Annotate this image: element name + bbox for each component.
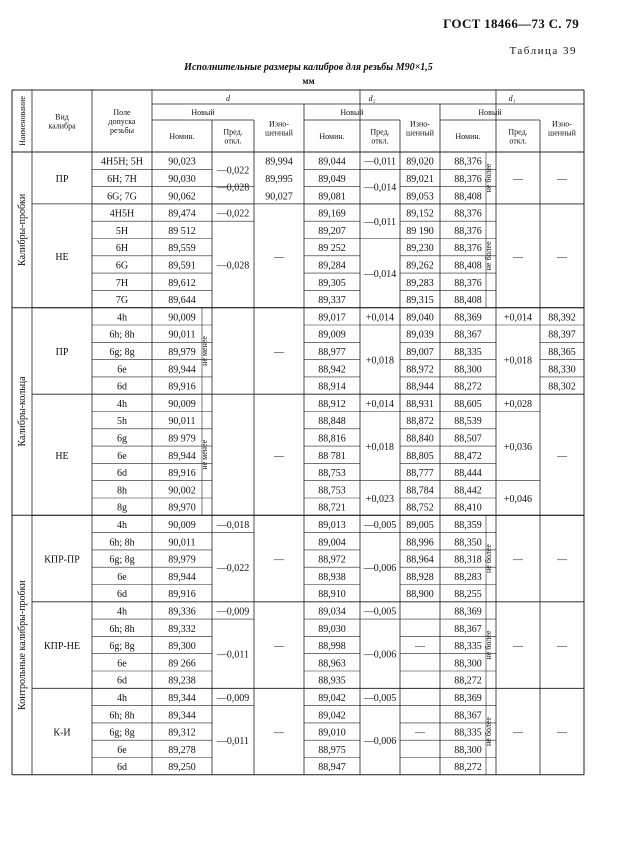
d2-izn-cell: 88,928 [406, 571, 434, 583]
d2-nomin-cell: 89,207 [318, 225, 346, 237]
d-pred-cell: —0,022 [216, 165, 250, 177]
pole-cell: 4h [117, 519, 127, 531]
d2-nomin-cell: 88,721 [318, 502, 346, 514]
d2-izn-cell: — [415, 641, 425, 653]
d2-nomin-cell: 89,004 [318, 537, 346, 549]
pole-cell: 6g; 8g [109, 727, 135, 739]
d2-pred-cell: —0,006 [363, 736, 397, 748]
pole-cell: 4Н5Н; 5Н [101, 156, 143, 168]
d1-nomin-cell: 88,369 [454, 312, 482, 324]
d2-izn-cell: 89,053 [406, 191, 434, 203]
d2-nomin-cell: 88,912 [318, 398, 346, 410]
group-label: Калибры-пробки [17, 193, 28, 266]
col-nomin: Номин. [169, 132, 195, 141]
col-izn: Изно- [410, 119, 430, 129]
d1-nomin-cell: 88,376 [454, 243, 482, 255]
d2-nomin-cell: 89,042 [318, 692, 346, 704]
d-pred-cell: —0,011 [216, 736, 250, 748]
d2-izn-cell: 88,900 [406, 589, 434, 601]
d1-nomin-cell: 88,472 [454, 450, 482, 462]
d1-nomin-cell: 88,376 [454, 225, 482, 237]
pole-cell: 6d [117, 762, 127, 774]
d2-pred-cell: +0,018 [365, 442, 395, 454]
d-nomin-cell: 89,916 [168, 589, 196, 601]
d2-nomin-cell: 88,753 [318, 485, 346, 497]
pole-cell: 6d [117, 468, 127, 480]
d2-izn-cell: 88,944 [406, 381, 434, 393]
d2-izn-cell: 88,805 [406, 450, 434, 462]
note-ne-bolee: не более [484, 544, 493, 573]
d-nomin-cell: 89,474 [168, 208, 196, 220]
d-nomin-cell: 89,336 [168, 606, 196, 618]
d2-nomin-cell: 88,910 [318, 589, 346, 601]
d2-izn-cell: 89,230 [406, 243, 434, 255]
d-nomin-cell: 90,062 [168, 191, 196, 203]
d-nomin-cell: 89 979 [168, 433, 196, 445]
pole-cell: 4h [117, 606, 127, 618]
d2-pred-cell: +0,018 [365, 355, 395, 367]
d-nomin-cell: 89,944 [168, 364, 196, 376]
col-noviy: Новый [478, 108, 502, 117]
pole-cell: 8g [117, 502, 127, 514]
d2-izn-cell: 89,315 [406, 295, 434, 307]
note-ne-bolee: не более [484, 163, 493, 193]
kind-label: К-И [53, 727, 71, 739]
d1-nomin-cell: 88,376 [454, 277, 482, 289]
d2-izn-cell: 88,840 [406, 433, 434, 445]
d1-nomin-cell: 88,442 [454, 485, 482, 497]
d-nomin-cell: 89,344 [168, 710, 196, 722]
note-ne-bolee: не более [484, 717, 493, 746]
col-d1: d₁ [508, 94, 516, 103]
d-nomin-cell: 89,312 [168, 727, 196, 739]
d2-nomin-cell: 89,042 [318, 710, 346, 722]
group-label: Калибры-кольца [17, 376, 28, 447]
col-naim: Наименование [18, 96, 27, 146]
pole-cell: 6d [117, 589, 127, 601]
d2-nomin-cell: 89,010 [318, 727, 346, 739]
pole-cell: 7Н [115, 277, 129, 289]
d1-nomin-cell: 88,376 [454, 173, 482, 185]
d1-nomin-cell: 88,444 [454, 468, 482, 480]
d2-izn-cell: 88,964 [406, 554, 434, 566]
kind-label: ПР [55, 173, 69, 185]
d1-nomin-cell: 88,376 [454, 156, 482, 168]
d-nomin-cell: 90,023 [168, 156, 196, 168]
d2-pred-cell: +0,014 [365, 312, 395, 324]
d-nomin-cell: 89,970 [168, 502, 196, 514]
note-ne-menee: не менее [200, 336, 209, 366]
d2-pred-cell: —0,006 [363, 649, 397, 661]
d1-nomin-cell: 88,369 [454, 692, 482, 704]
col-pred: откл. [371, 136, 389, 146]
pole-cell: 6g; 8g [109, 346, 135, 358]
d2-izn-cell: 89 190 [406, 225, 434, 237]
pole-cell: 6Н; 7Н [107, 173, 137, 185]
d-nomin-cell: 89,612 [168, 277, 196, 289]
d2-nomin-cell: 88,914 [318, 381, 346, 393]
d2-nomin-cell: 88,848 [318, 416, 346, 428]
d1-pred-cell: +0,018 [503, 355, 533, 367]
d-izn-cell: 89,995 [265, 173, 293, 185]
d1-izn-cell: — [557, 727, 567, 739]
col-vid: Вид [55, 112, 69, 122]
d1-izn-cell: — [557, 554, 567, 566]
d-pred-cell: —0,028 [216, 182, 250, 194]
d-nomin-cell: 89,979 [168, 346, 196, 358]
d1-pred-cell: — [513, 727, 523, 739]
d-izn-cell: — [274, 251, 284, 263]
d1-nomin-cell: 88,376 [454, 208, 482, 220]
col-pred: Пред. [223, 127, 243, 137]
d2-izn-cell: 88,872 [406, 416, 434, 428]
d2-nomin-cell: 89 252 [318, 243, 346, 255]
d1-nomin-cell: 88,410 [454, 502, 482, 514]
col-pred: Пред. [508, 127, 528, 137]
d1-pred-cell: +0,028 [503, 398, 533, 410]
col-izn: шенный [406, 128, 434, 138]
d-nomin-cell: 89,979 [168, 554, 196, 566]
d2-pred-cell: —0,014 [363, 269, 397, 281]
d2-nomin-cell: 89,044 [318, 156, 346, 168]
note-ne-bolee: не более [484, 241, 493, 271]
d-nomin-cell: 89,250 [168, 762, 196, 774]
d1-nomin-cell: 88,408 [454, 260, 482, 272]
pole-cell: 6Н [115, 243, 129, 255]
d-nomin-cell: 90,030 [168, 173, 196, 185]
d1-nomin-cell: 88,272 [454, 762, 482, 774]
d1-nomin-cell: 88,350 [454, 537, 482, 549]
d1-nomin-cell: 88,605 [454, 398, 482, 410]
d2-nomin-cell: 89,017 [318, 312, 346, 324]
d1-nomin-cell: 88,300 [454, 744, 482, 756]
note-ne-bolee: не более [484, 630, 493, 660]
col-pred: откл. [224, 136, 242, 146]
d2-nomin-cell: 88,753 [318, 468, 346, 480]
d-nomin-cell: 89,916 [168, 381, 196, 393]
col-noviy: Новый [340, 108, 364, 117]
d2-izn-cell: 89,152 [406, 208, 434, 220]
d2-izn-cell: 89,262 [406, 260, 434, 272]
d2-pred-cell: —0,005 [363, 606, 397, 618]
pole-cell: 5h [117, 416, 127, 428]
col-nomin: Номин. [455, 132, 481, 141]
d2-nomin-cell: 89,049 [318, 173, 346, 185]
d-nomin-cell: 90,009 [168, 519, 196, 531]
d2-nomin-cell: 88,935 [318, 675, 346, 687]
pole-cell: 6е [117, 571, 127, 583]
pole-cell: 4h [117, 312, 127, 324]
group-label: Контрольные калибры-пробки [17, 580, 28, 710]
d1-pred-cell: — [513, 251, 523, 263]
d-pred-cell: —0,028 [216, 260, 250, 272]
d2-pred-cell: —0,006 [363, 563, 397, 575]
d2-pred-cell: —0,011 [363, 156, 397, 168]
d-nomin-cell: 89 266 [168, 658, 196, 670]
col-vid: калибра [48, 121, 76, 131]
d1-nomin-cell: 88,408 [454, 295, 482, 307]
d2-izn-cell: 89,020 [406, 156, 434, 168]
d1-nomin-cell: 88,539 [454, 416, 482, 428]
d1-nomin-cell: 88,367 [454, 710, 482, 722]
col-noviy: Новый [191, 108, 215, 117]
d-izn-cell: — [274, 554, 284, 566]
d1-nomin-cell: 88,300 [454, 658, 482, 670]
d-nomin-cell: 90,009 [168, 398, 196, 410]
col-izn: шенный [548, 128, 576, 138]
col-pole: Поле [113, 108, 131, 117]
d1-nomin-cell: 88,369 [454, 606, 482, 618]
d-izn-cell: — [274, 346, 284, 358]
d1-nomin-cell: 88,335 [454, 727, 482, 739]
d-nomin-cell: 90,002 [168, 485, 196, 497]
d2-nomin-cell: 88,947 [318, 762, 346, 774]
d2-izn-cell: 89,040 [406, 312, 434, 324]
kind-label: КПР-ПР [44, 554, 80, 566]
d-izn-cell: — [274, 641, 284, 653]
pole-cell: 5Н [115, 225, 129, 237]
d2-pred-cell: —0,005 [363, 692, 397, 704]
d2-nomin-cell: 89,284 [318, 260, 346, 272]
d2-izn-cell: 88,972 [406, 364, 434, 376]
col-pole: резьбы [110, 126, 134, 135]
d1-nomin-cell: 88,283 [454, 571, 482, 583]
d2-izn-cell: 89,021 [406, 173, 434, 185]
d2-pred-cell: —0,005 [363, 519, 397, 531]
d2-nomin-cell: 88,816 [318, 433, 346, 445]
d1-pred-cell: — [513, 173, 523, 185]
d-nomin-cell: 89,278 [168, 744, 196, 756]
d-izn-cell: — [274, 727, 284, 739]
d2-pred-cell: —0,014 [363, 182, 397, 194]
d2-izn-cell: 89,039 [406, 329, 434, 341]
col-nomin: Номин. [319, 132, 345, 141]
d-pred-cell: —0,022 [216, 563, 250, 575]
d2-nomin-cell: 88,975 [318, 744, 346, 756]
d-izn-cell: 90,027 [265, 191, 293, 203]
d-nomin-cell: 89,300 [168, 641, 196, 653]
d2-izn-cell: — [415, 727, 425, 739]
d-nomin-cell: 89,559 [168, 243, 196, 255]
d-nomin-cell: 89,944 [168, 450, 196, 462]
d1-izn-cell: — [557, 450, 567, 462]
pole-cell: 6е [117, 364, 127, 376]
d2-nomin-cell: 89,337 [318, 295, 346, 307]
col-d: d [226, 94, 230, 103]
col-pred: откл. [509, 136, 527, 146]
d-nomin-cell: 89,344 [168, 692, 196, 704]
d2-nomin-cell: 88,938 [318, 571, 346, 583]
table-number: Таблица 39 [509, 45, 577, 57]
d1-izn-cell: — [557, 251, 567, 263]
d-nomin-cell: 90,011 [168, 416, 196, 428]
d2-nomin-cell: 88,963 [318, 658, 346, 670]
note-ne-menee: не менее [200, 439, 209, 470]
pole-cell: 6g; 8g [109, 554, 135, 566]
pole-cell: 8h [117, 485, 127, 497]
d2-izn-cell: 89,283 [406, 277, 434, 289]
pole-cell: 6е [117, 744, 127, 756]
d1-izn-cell: 88,392 [548, 312, 576, 324]
pole-cell: 6е [117, 450, 127, 462]
d-nomin-cell: 90,011 [168, 537, 196, 549]
d2-nomin-cell: 89,305 [318, 277, 346, 289]
d2-izn-cell: 88,996 [406, 537, 434, 549]
col-pole: допуска [108, 117, 136, 126]
pole-cell: 4h [117, 692, 127, 704]
d2-nomin-cell: 88,972 [318, 554, 346, 566]
d2-nomin-cell: 88,977 [318, 346, 346, 358]
d1-izn-cell: 88,330 [548, 364, 576, 376]
d1-izn-cell: 88,365 [548, 346, 576, 358]
d2-izn-cell: 89,005 [406, 519, 434, 531]
pole-cell: 6h; 8h [109, 623, 135, 635]
d-nomin-cell: 89,332 [168, 623, 196, 635]
d-nomin-cell: 89,238 [168, 675, 196, 687]
pole-cell: 4h [117, 398, 127, 410]
d1-nomin-cell: 88,272 [454, 675, 482, 687]
d1-pred-cell: +0,046 [503, 494, 533, 505]
d-pred-cell: —0,009 [216, 606, 250, 618]
d1-nomin-cell: 88,318 [454, 554, 482, 566]
d2-nomin-cell: 89,034 [318, 606, 346, 618]
d1-nomin-cell: 88,367 [454, 623, 482, 635]
d2-pred-cell: +0,014 [365, 398, 395, 410]
d2-nomin-cell: 89,009 [318, 329, 346, 341]
kind-label: ПР [55, 346, 69, 358]
d1-izn-cell: — [557, 173, 567, 185]
d-pred-cell: —0,009 [216, 692, 250, 704]
pole-cell: 4Н5Н [109, 208, 135, 220]
pole-cell: 6е [117, 658, 127, 670]
d1-nomin-cell: 88,335 [454, 346, 482, 358]
d2-nomin-cell: 88 781 [318, 450, 346, 462]
pole-cell: 6G [115, 260, 129, 272]
d2-pred-cell: —0,011 [363, 217, 397, 229]
d1-pred-cell: — [513, 641, 523, 653]
d-izn-cell: — [274, 450, 284, 462]
pole-cell: 6d [117, 381, 127, 393]
d1-nomin-cell: 88,408 [454, 191, 482, 203]
d1-izn-cell: 88,397 [548, 329, 576, 341]
d1-izn-cell: — [557, 641, 567, 653]
d1-izn-cell: 88,302 [548, 381, 576, 393]
col-izn: Изно- [552, 119, 572, 129]
page-header: ГОСТ 18466—73 С. 79 [443, 16, 579, 31]
d2-izn-cell: 89,007 [406, 346, 434, 358]
pole-cell: 6G; 7G [107, 191, 137, 203]
d-nomin-cell: 89,916 [168, 468, 196, 480]
col-d2: d₂ [368, 94, 376, 103]
d-pred-cell: —0,018 [216, 519, 250, 531]
pole-cell: 7G [115, 295, 129, 307]
d2-izn-cell: 88,784 [406, 485, 434, 497]
d2-izn-cell: 88,777 [406, 468, 434, 480]
d2-pred-cell: +0,023 [365, 494, 395, 505]
d1-nomin-cell: 88,507 [454, 433, 482, 445]
d1-nomin-cell: 88,272 [454, 381, 482, 393]
pole-cell: 6h; 8h [109, 710, 135, 722]
d1-nomin-cell: 88,255 [454, 589, 482, 601]
col-izn: шенный [265, 128, 293, 138]
d-nomin-cell: 89,644 [168, 295, 196, 307]
kind-label: НЕ [55, 251, 69, 263]
d-nomin-cell: 90,011 [168, 329, 196, 341]
table-caption: Исполнительные размеры калибров для резьбы М90×1,5 [184, 62, 433, 73]
d1-nomin-cell: 88,359 [454, 519, 482, 531]
d2-nomin-cell: 88,998 [318, 641, 346, 653]
d2-nomin-cell: 89,030 [318, 623, 346, 635]
d-nomin-cell: 89,944 [168, 571, 196, 583]
d1-nomin-cell: 88,367 [454, 329, 482, 341]
pole-cell: 6h; 8h [109, 537, 135, 549]
d1-nomin-cell: 88,300 [454, 364, 482, 376]
d1-pred-cell: +0,014 [503, 312, 533, 324]
pole-cell: 6h; 8h [109, 329, 135, 341]
d-izn-cell: 89,994 [265, 156, 293, 168]
d1-pred-cell: +0,036 [503, 442, 533, 454]
pole-cell: 6g [117, 433, 127, 445]
unit-label: мм [302, 76, 315, 86]
d1-nomin-cell: 88,335 [454, 641, 482, 653]
d2-nomin-cell: 88,942 [318, 364, 346, 376]
d2-izn-cell: 88,931 [406, 398, 434, 410]
col-izn: Изно- [269, 119, 289, 129]
d-pred-cell: —0,022 [216, 208, 250, 220]
d-nomin-cell: 89,591 [168, 260, 196, 272]
col-pred: Пред. [370, 127, 390, 137]
d-nomin-cell: 90,009 [168, 312, 196, 324]
pole-cell: 6d [117, 675, 127, 687]
kind-label: НЕ [55, 450, 69, 462]
d2-nomin-cell: 89,013 [318, 519, 346, 531]
d1-pred-cell: — [513, 554, 523, 566]
d2-izn-cell: 88,752 [406, 502, 434, 514]
kind-label: КПР-НЕ [43, 641, 81, 653]
d2-nomin-cell: 89,169 [318, 208, 346, 220]
pole-cell: 6g; 8g [109, 641, 135, 653]
d-pred-cell: —0,011 [216, 649, 250, 661]
d2-nomin-cell: 89,081 [318, 191, 346, 203]
d-nomin-cell: 89 512 [168, 225, 196, 237]
